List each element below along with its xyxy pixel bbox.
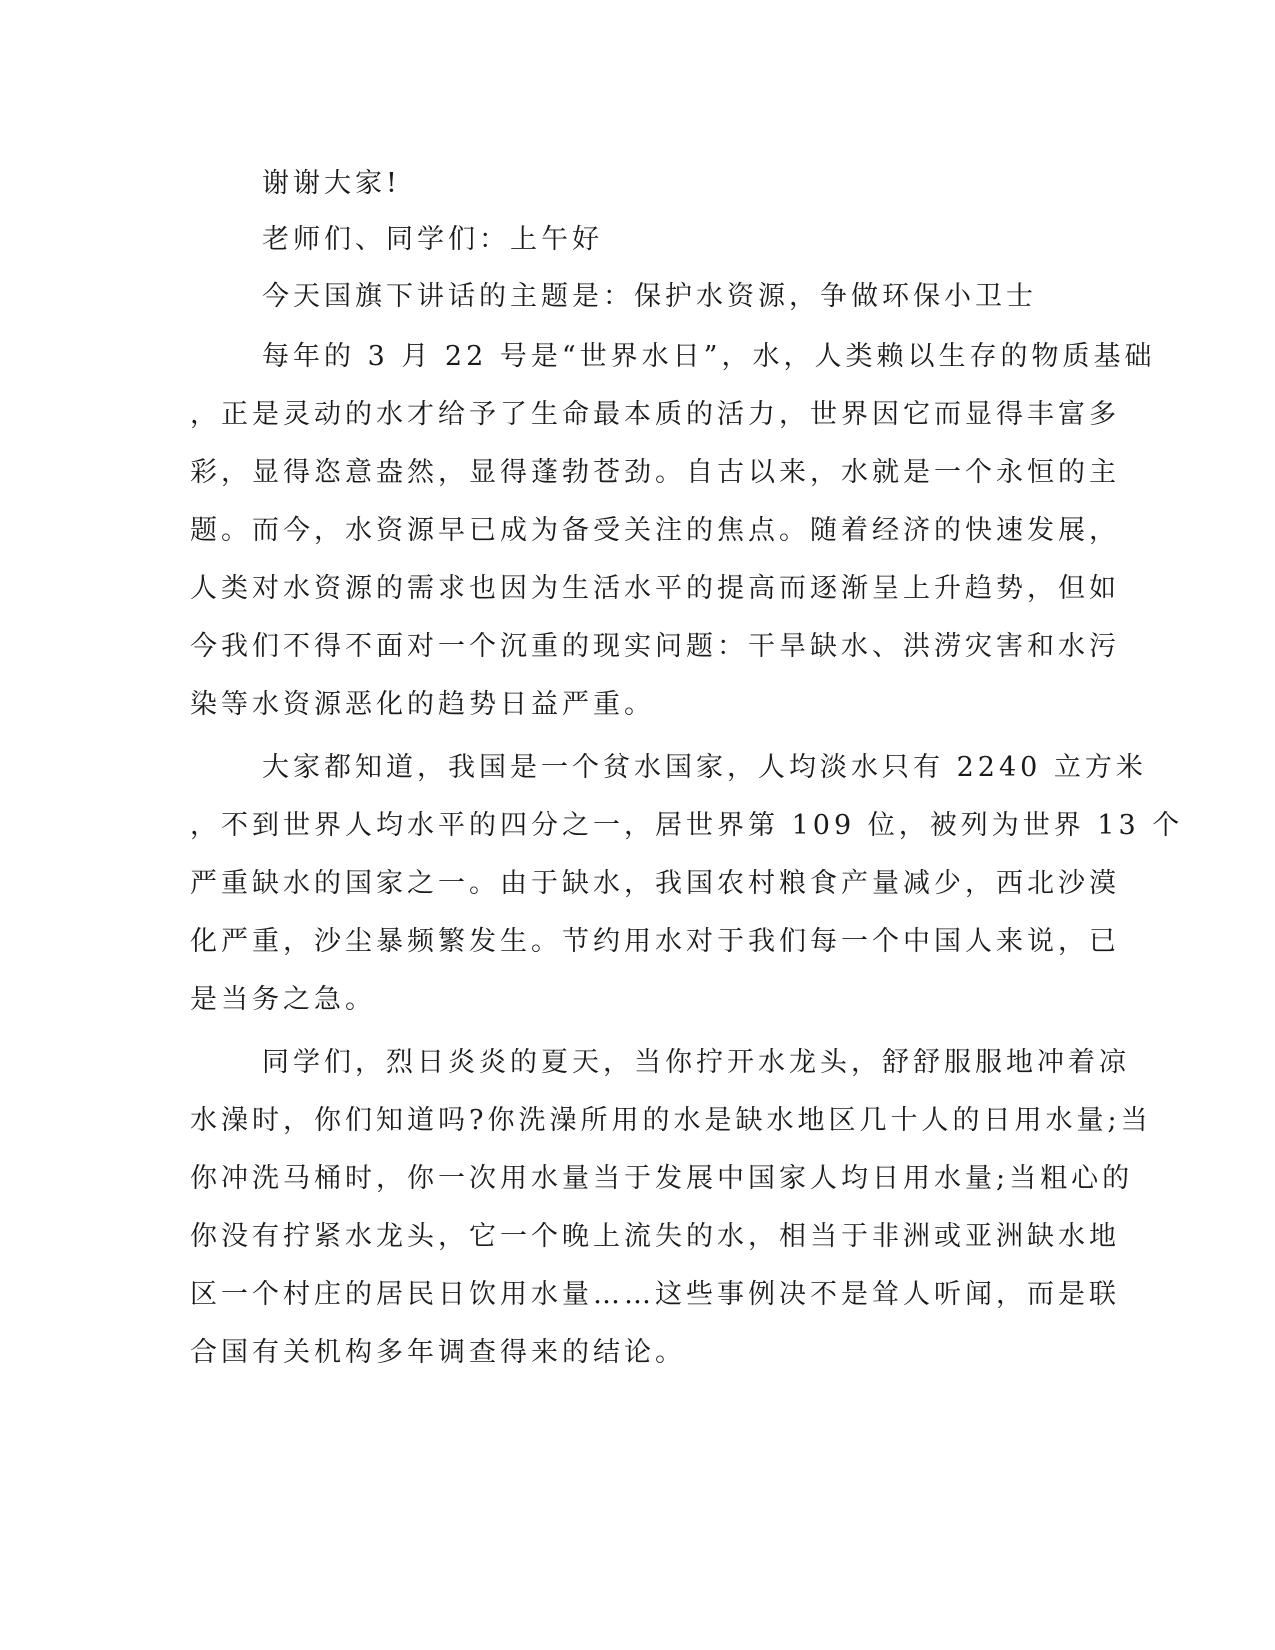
paragraph-2-line-1: 大家都知道，我国是一个贫水国家，人均淡水只有 2240 立方米: [262, 752, 1147, 783]
paragraph-3-line-5: 区一个村庄的居民日饮用水量……这些事例决不是耸人听闻，而是联: [190, 1279, 1120, 1310]
paragraph-2-line-5: 是当务之急。: [190, 984, 376, 1015]
paragraph-1-line-1: 每年的 3 月 22 号是“世界水日”，水，人类赖以生存的物质基础: [262, 341, 1156, 372]
greeting-line: 老师们、同学们：上午好: [262, 224, 603, 255]
paragraph-1-line-7: 染等水资源恶化的趋势日益严重。: [190, 689, 655, 720]
paragraph-1-line-3: 彩，显得恣意盎然，显得蓬勃苍劲。自古以来，水就是一个永恒的主: [190, 457, 1120, 488]
paragraph-2-line-3: 严重缺水的国家之一。由于缺水，我国农村粮食产量减少，西北沙漠: [190, 868, 1120, 899]
paragraph-2-line-2: ，不到世界人均水平的四分之一，居世界第 109 位，被列为世界 13 个: [190, 810, 1184, 841]
paragraph-2-line-4: 化严重，沙尘暴频繁发生。节约用水对于我们每一个中国人来说，已: [190, 926, 1120, 957]
paragraph-1-line-5: 人类对水资源的需求也因为生活水平的提高而逐渐呈上升趋势，但如: [190, 573, 1120, 604]
paragraph-1-line-6: 今我们不得不面对一个沉重的现实问题：干旱缺水、洪涝灾害和水污: [190, 631, 1120, 662]
paragraph-3-line-4: 你没有拧紧水龙头，它一个晚上流失的水，相当于非洲或亚洲缺水地: [190, 1221, 1120, 1252]
topic-line: 今天国旗下讲话的主题是：保护水资源，争做环保小卫士: [262, 281, 1037, 312]
paragraph-1-line-2: ，正是灵动的水才给予了生命最本质的活力，世界因它而显得丰富多: [190, 399, 1120, 430]
closing-thanks: 谢谢大家!: [262, 168, 401, 199]
paragraph-3-line-1: 同学们，烈日炎炎的夏天，当你拧开水龙头，舒舒服服地冲着凉: [262, 1047, 1130, 1078]
paragraph-3-line-2: 水澡时，你们知道吗?你洗澡所用的水是缺水地区几十人的日用水量;当: [190, 1105, 1152, 1136]
paragraph-1-line-4: 题。而今，水资源早已成为备受关注的焦点。随着经济的快速发展，: [190, 515, 1120, 546]
paragraph-3-line-3: 你冲洗马桶时，你一次用水量当于发展中国家人均日用水量;当粗心的: [190, 1163, 1134, 1194]
paragraph-3-line-6: 合国有关机构多年调查得来的结论。: [190, 1337, 686, 1368]
